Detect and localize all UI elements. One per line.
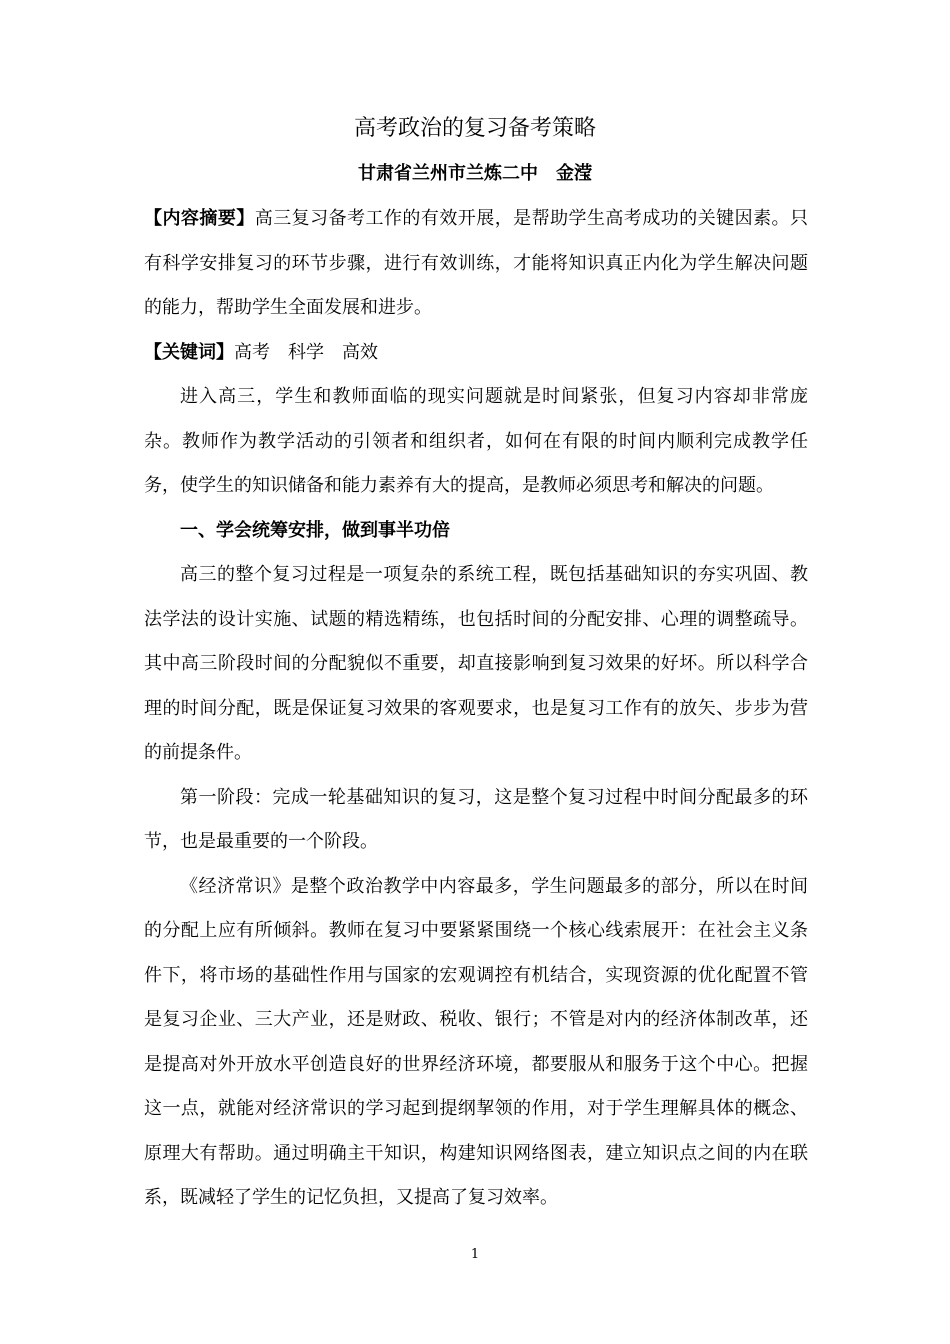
keyword-item: 科学 [288, 341, 324, 363]
page-number: 1 [470, 1247, 480, 1262]
abstract-text: 高三复习备考工作的有效开展，是帮助学生高考成功的关键因素。只有科学安排复习的环节步骤，进行有效训练，才能将知识真正内化为学生解决问题的能力，帮助学生全面发展和进步。 [144, 208, 809, 318]
keywords-label: 【关键词】 [144, 341, 234, 363]
keyword-item: 高考 [234, 341, 270, 363]
document-body [144, 197, 808, 1221]
body-paragraph: 高三的整个复习过程是一项复杂的系统工程，既包括基础知识的夯实巩固、教法学法的设计实施、试题的精选精练，也包括时间的分配安排、心理的调整疏导。其中高三阶段时间的分配貌似不重要，却直接影响到复习效果的好坏。所以科学合理的时间分配，既是保证复习效果的客观要求，也是复习工作有的放矢、步步为营的前提条件。 [144, 564, 808, 763]
abstract-paragraph [144, 197, 808, 331]
document-author: 甘肃省兰州市兰炼二中 金滢 [358, 163, 592, 184]
body-paragraph: 第一阶段：完成一轮基础知识的复习，这是整个复习过程中时间分配最多的环节，也是最重要的一个阶段。 [144, 786, 808, 852]
section-heading: 一、学会统筹安排，做到事半功倍 [180, 519, 450, 541]
document-title: 高考政治的复习备考策略 [353, 116, 596, 141]
keywords-paragraph [144, 331, 808, 376]
keyword-item: 高效 [342, 341, 378, 363]
body-paragraph: 《经济常识》是整个政治教学中内容最多，学生问题最多的部分，所以在时间的分配上应有所倾斜。教师在复习中要紧紧围绕一个核心线索展开：在社会主义条件下，将市场的基础性作用与国家的宏观调控有机结合，实现资源的优化配置不管是复习企业、三大产业，还是财政、税收、银行；不管是对内的经济体制改革，还是提高对外开放水平创造良好的世界经济环境，都要服从和服务于这个中心。把握这一点，就能对经济常识的学习起到提纲挈领的作用，对于学生理解具体的概念、原理大有帮助。通过明确主干知识，构建知识网络图表，建立知识点之间的内在联系，既减轻了学生的记忆负担，又提高了复习效率。 [144, 875, 808, 1208]
intro-paragraph: 进入高三，学生和教师面临的现实问题就是时间紧张，但复习内容却非常庞杂。教师作为教学活动的引领者和组织者，如何在有限的时间内顺利完成教学任务，使学生的知识储备和能力素养有大的提高，是教师必须思考和解决的问题。 [144, 386, 808, 496]
abstract-label: 【内容摘要】 [144, 208, 255, 229]
